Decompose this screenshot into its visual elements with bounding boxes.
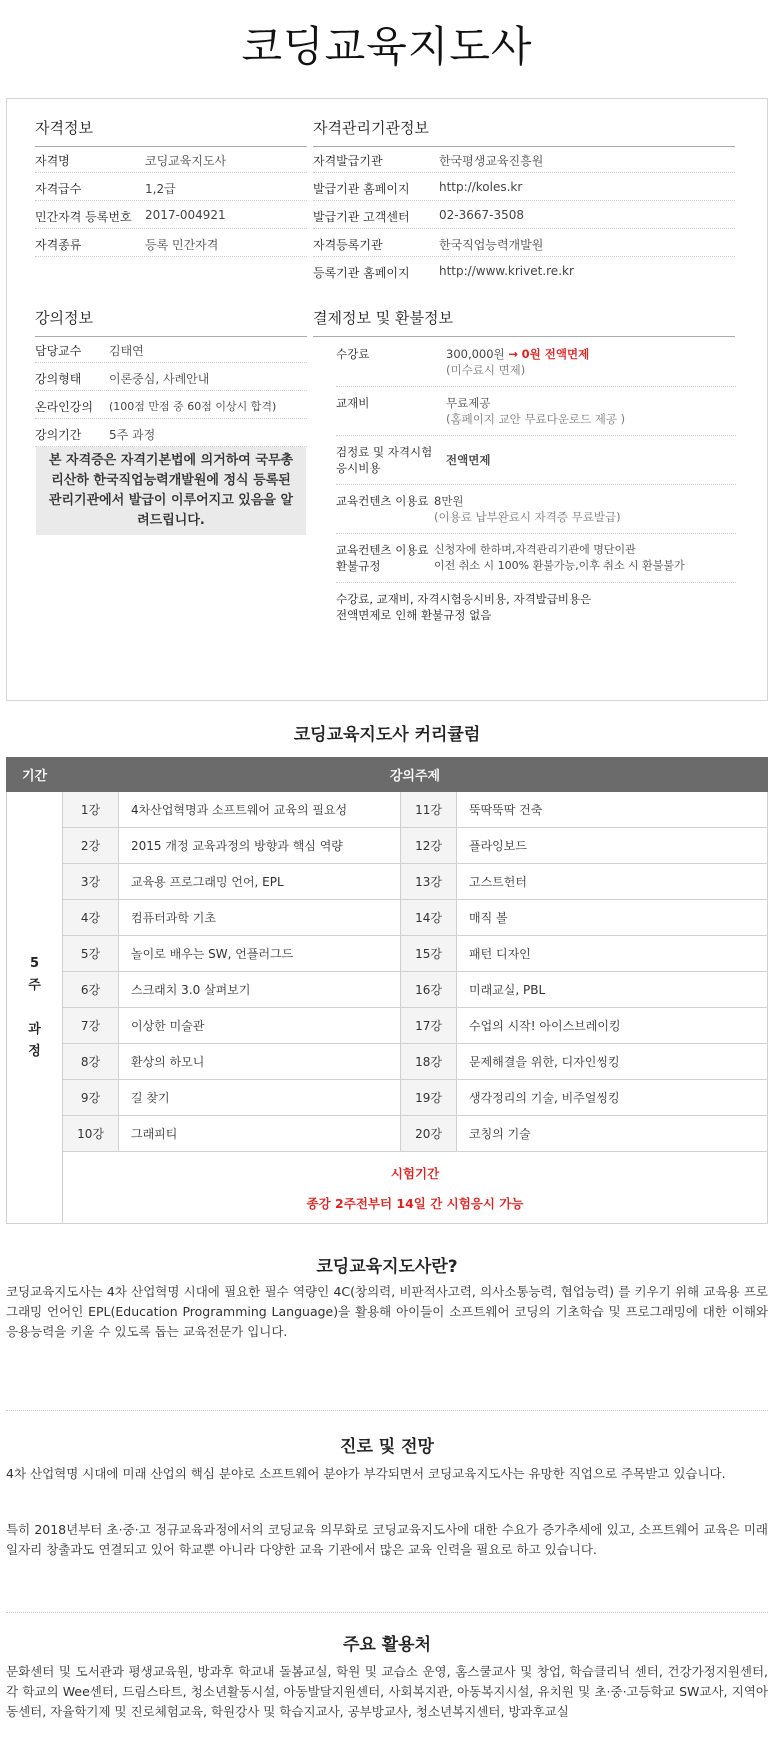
textbook-note: (홈페이지 교안 무료다운로드 제공 ) [446, 412, 626, 426]
cert-info-row [35, 201, 307, 229]
exam-fee-label: 검정료 및 자격시험 응시비용 [336, 445, 433, 475]
tuition-price: 300,000원 [446, 347, 505, 361]
lecture-no: 11강 [401, 792, 457, 828]
lecture-topic: 환상의 하모니 [119, 1044, 401, 1080]
col-period: 기간 [7, 758, 63, 792]
payment-row-exam [336, 436, 736, 485]
period-text: 5 주 과 정 [28, 955, 41, 1059]
lecture-topic: 그래피티 [119, 1116, 401, 1152]
agency-info-heading: 자격관리기관정보 [313, 117, 735, 147]
refund-footer: 수강료, 교재비, 자격시험응시비용, 자격발급비용은 전액면제로 인해 환불규정 없음 [336, 592, 592, 622]
textbook-main: 무료제공 [446, 396, 491, 410]
cert-info-value: 등록 민간자격 [145, 238, 219, 252]
exam-fee-value: 전액면제 [446, 453, 491, 467]
lecture-info-row [35, 335, 307, 363]
lecture-no: 9강 [63, 1080, 119, 1116]
agency-info-key: 발급기관 홈페이지 [313, 182, 410, 196]
payment-row-refund [336, 534, 736, 583]
payment-heading: 결제정보 및 환불정보 [313, 307, 735, 337]
cert-info-row [35, 145, 307, 173]
lecture-no: 18강 [401, 1044, 457, 1080]
lecture-topic: 패턴 디자인 [457, 936, 768, 972]
payment-row-content [336, 485, 736, 534]
exam-row [7, 1152, 768, 1224]
registry-homepage-link[interactable]: http://www.krivet.re.kr [439, 264, 574, 278]
lecture-info-key: 강의형태 [35, 372, 82, 386]
agency-info-key: 발급기관 고객센터 [313, 210, 410, 224]
curriculum-title: 코딩교육지도사 커리큘럼 [293, 725, 481, 745]
exam-period-cell [63, 1152, 768, 1224]
lecture-topic: 길 찾기 [119, 1080, 401, 1116]
table-row [7, 792, 768, 828]
table-row [7, 828, 768, 864]
lecture-info-list [35, 335, 307, 447]
agency-info-key: 자격발급기관 [313, 154, 383, 168]
lecture-no: 1강 [63, 792, 119, 828]
table-row [7, 1080, 768, 1116]
lecture-no: 8강 [63, 1044, 119, 1080]
lecture-topic: 놀이로 배우는 SW, 언플러그드 [119, 936, 401, 972]
lecture-info-key: 강의기간 [35, 428, 82, 442]
lecture-no: 7강 [63, 1008, 119, 1044]
lecture-no: 4강 [63, 900, 119, 936]
notice-box: 본 자격증은 자격기본법에 의거하여 국무총리산하 한국직업능력개발원에 정식 등록된 관리기관에서 발급이 이루어지고 있음을 알려드립니다. [36, 447, 306, 535]
lecture-topic: 스크래치 3.0 살펴보기 [119, 972, 401, 1008]
table-row [7, 972, 768, 1008]
about-text: 코딩교육지도사는 4차 산업혁명 시대에 필요한 필수 역량인 4C(창의력, 비판적사고력, 의사소통능력, 협업능력) 를 키우기 위해 교육용 프로그래밍 언어인 EPL(Education Programming Language)을 활용해 아이들이 소프트웨어 코딩의 기초학습 및 프로그래밍에 대한 이해와응용능력을 키울 수 있도록 돕는 교육전문가 입니다. [6, 1284, 768, 1339]
lecture-no: 19강 [401, 1080, 457, 1116]
content-fee-main: 8만원 [434, 494, 464, 508]
tuition-value [446, 346, 589, 378]
agency-info-value: 한국평생교육진흥원 [439, 154, 544, 168]
agency-info-list [313, 145, 735, 285]
cert-info-row [35, 173, 307, 201]
agency-info-value: 한국직업능력개발원 [439, 238, 544, 252]
lecture-info-row [35, 391, 307, 419]
curriculum-table [6, 757, 768, 1224]
career-text-2: 특히 2018년부터 초·중·고 정규교육과정에서의 코딩교육 의무화로 코딩교육지도사에 대한 수요가 증가추세에 있고, 소프트웨어 교육은 미래 일자리 창출과도 연결되고 있어 학교뿐 아니라 다양한 교육 기관에서 많은 교육 인력을 필요로 하고 있습니다. [6, 1522, 768, 1557]
agency-info-row [313, 173, 735, 201]
exam-period-title: 시험기간 [390, 1165, 440, 1181]
career-title: 진로 및 전망 [340, 1437, 434, 1457]
table-row [7, 900, 768, 936]
lecture-topic: 플라잉보드 [457, 828, 768, 864]
lecture-no: 12강 [401, 828, 457, 864]
divider [6, 1410, 768, 1411]
refund-value [434, 542, 685, 574]
curriculum-header-row [7, 758, 768, 792]
lecture-no: 17강 [401, 1008, 457, 1044]
lecture-no: 15강 [401, 936, 457, 972]
table-row [7, 864, 768, 900]
career-text-1: 4차 산업혁명 시대에 미래 산업의 핵심 분야로 소프트웨어 분야가 부각되면서 코딩교육지도사는 유망한 직업으로 주목받고 있습니다. [6, 1466, 726, 1481]
cert-info-value: 1,2급 [145, 182, 176, 196]
cert-info-key: 자격급수 [35, 182, 82, 196]
cert-info-value: 코딩교육지도사 [145, 154, 227, 168]
lecture-topic: 문제해결을 위한, 디자인씽킹 [457, 1044, 768, 1080]
content-fee-label: 교육컨텐츠 이용료 [336, 494, 429, 508]
col-topic: 강의주제 [63, 758, 768, 792]
agency-info-row [313, 201, 735, 229]
agency-info-key: 자격등록기관 [313, 238, 383, 252]
lecture-info-value: (100점 만점 중 60점 이상시 합격) [109, 400, 277, 413]
lecture-topic: 뚝딱뚝딱 건축 [457, 792, 768, 828]
content-fee-value [434, 493, 621, 525]
lecture-no: 5강 [63, 936, 119, 972]
lecture-info-row [35, 419, 307, 447]
lecture-topic: 2015 개정 교육과정의 방향과 핵심 역량 [119, 828, 401, 864]
payment-row-textbook [336, 387, 736, 436]
payment-row-tuition [336, 338, 736, 387]
lecture-no: 6강 [63, 972, 119, 1008]
cert-info-heading: 자격정보 [35, 117, 307, 147]
usage-title: 주요 활용처 [342, 1635, 432, 1655]
lecture-no: 3강 [63, 864, 119, 900]
lecture-no: 2강 [63, 828, 119, 864]
cert-info-value: 2017-004921 [145, 208, 226, 222]
usage-text: 문화센터 및 도서관과 평생교육원, 방과후 학교내 돌봄교실, 학원 및 교습소 운영, 홈스쿨교사 및 창업, 학습클리닉 센터, 건강가정지원센터, 각 학교의 Wee센터, 드림스타트, 청소년활동시설, 아동발달지원센터, 사회복지관, 아동복지시설, 유치원 및 초·중·고등학교 SW교사, 지역아동센터, 자율학기제 및 진로체험교육, 학원강사 및 학습지교사, 공부방교사, 청소년복지센터, 방과후교실 [6, 1664, 768, 1719]
lecture-topic: 미래교실, PBL [457, 972, 768, 1008]
lecture-no: 16강 [401, 972, 457, 1008]
lecture-info-value: 이론중심, 사례안내 [109, 372, 210, 386]
agency-info-row [313, 257, 735, 285]
page-title: 코딩교육지도사 [241, 22, 533, 71]
lecture-topic: 매직 볼 [457, 900, 768, 936]
lecture-no: 14강 [401, 900, 457, 936]
lecture-info-key: 담당교수 [35, 344, 82, 358]
lecture-info-value: 5주 과정 [109, 428, 156, 442]
lecture-topic: 이상한 미술관 [119, 1008, 401, 1044]
agency-info-row [313, 145, 735, 173]
cert-info-key: 자격종류 [35, 238, 82, 252]
table-row [7, 1116, 768, 1152]
table-row [7, 1008, 768, 1044]
agency-info-key: 등록기관 홈페이지 [313, 266, 410, 280]
lecture-info-row [35, 363, 307, 391]
tuition-free: 0원 전액면제 [521, 347, 590, 361]
cert-info-list [35, 145, 307, 257]
divider [6, 1612, 768, 1613]
refund-line-1: 신청자에 한하며,자격관리기관에 명단이관 [434, 543, 636, 556]
lecture-topic: 생각정리의 기술, 비주얼씽킹 [457, 1080, 768, 1116]
lecture-topic: 고스트헌터 [457, 864, 768, 900]
textbook-value [446, 395, 625, 427]
lecture-no: 13강 [401, 864, 457, 900]
lecture-topic: 코칭의 기술 [457, 1116, 768, 1152]
table-row [7, 1044, 768, 1080]
lecture-topic: 4차산업혁명과 소프트웨어 교육의 필요성 [119, 792, 401, 828]
agency-info-value: 02-3667-3508 [439, 208, 525, 222]
cert-info-key: 자격명 [35, 154, 70, 168]
table-row [7, 936, 768, 972]
lecture-no: 10강 [63, 1116, 119, 1152]
refund-label: 교육컨텐츠 이용료 환불규정 [336, 543, 429, 573]
cert-info-row [35, 229, 307, 257]
agency-info-row [313, 229, 735, 257]
lecture-topic: 수업의 시작! 아이스브레이킹 [457, 1008, 768, 1044]
tuition-label: 수강료 [336, 347, 370, 361]
arrow-icon: → [508, 347, 518, 361]
content-fee-note: (이용료 납부완료시 자격증 무료발급) [434, 510, 621, 524]
payment-list [336, 338, 736, 631]
exam-period-desc: 종강 2주전부터 14일 간 시험응시 가능 [306, 1195, 524, 1211]
tuition-note: (미수료시 면제) [446, 363, 526, 377]
lecture-info-value: 김태연 [109, 344, 144, 358]
lecture-topic: 교육용 프로그래밍 언어, EPL [119, 864, 401, 900]
lecture-info-heading: 강의정보 [35, 307, 307, 337]
about-title: 코딩교육지도사란? [316, 1257, 458, 1277]
textbook-label: 교재비 [336, 396, 370, 410]
lecture-topic: 컴퓨터과학 기초 [119, 900, 401, 936]
cert-info-key: 민간자격 등록번호 [35, 210, 132, 224]
refund-line-2: 이전 취소 시 100% 환불가능,이후 취소 시 환불불가 [434, 559, 685, 572]
lecture-info-key: 온라인강의 [35, 400, 93, 414]
lecture-no: 20강 [401, 1116, 457, 1152]
period-cell [7, 792, 63, 1224]
agency-homepage-link[interactable]: http://koles.kr [439, 180, 523, 194]
